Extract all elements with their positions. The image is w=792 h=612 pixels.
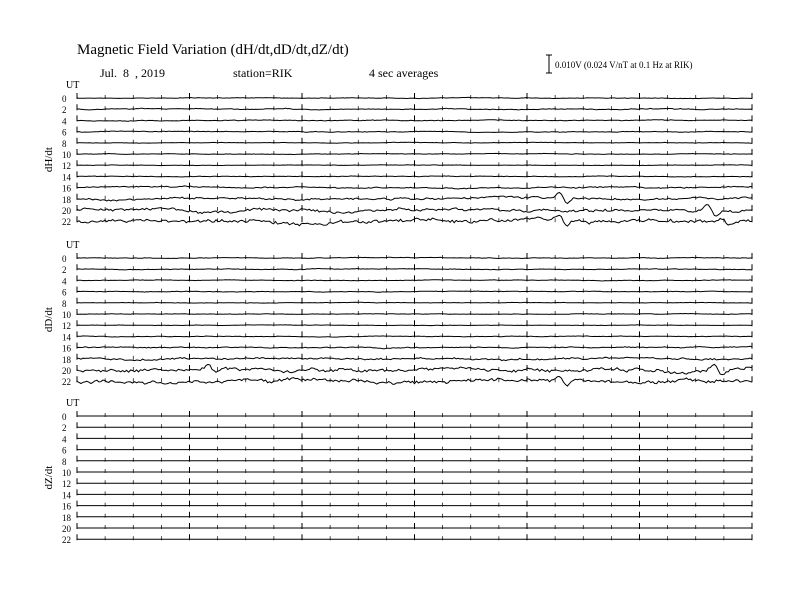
trace-line bbox=[77, 153, 752, 154]
panel-label: dH/dt bbox=[43, 147, 55, 173]
hour-ticks bbox=[77, 194, 752, 200]
panels-group bbox=[43, 80, 752, 545]
hour-label: 8 bbox=[62, 138, 67, 149]
hour-label: 12 bbox=[62, 161, 71, 172]
ut-label: UT bbox=[66, 80, 80, 91]
chart-title: Magnetic Field Variation (dH/dt,dD/dt,dZ/dt) bbox=[77, 42, 349, 58]
hour-label: 18 bbox=[62, 512, 71, 523]
date-label: Jul. 8 , 2019 bbox=[100, 66, 166, 80]
hour-label: 10 bbox=[62, 468, 71, 478]
hour-label: 16 bbox=[62, 343, 71, 354]
trace-line bbox=[77, 302, 752, 303]
hour-label: 2 bbox=[62, 423, 67, 434]
scale-bar bbox=[546, 55, 552, 73]
hour-label: 20 bbox=[62, 366, 71, 376]
hour-label: 6 bbox=[62, 287, 67, 298]
trace-line bbox=[77, 257, 752, 258]
hour-ticks bbox=[77, 376, 752, 382]
hour-label: 8 bbox=[62, 456, 67, 467]
hour-label: 14 bbox=[62, 172, 71, 183]
trace-line bbox=[77, 291, 752, 292]
hour-label: 16 bbox=[62, 501, 71, 512]
hour-label: 12 bbox=[62, 479, 71, 490]
hour-label: 2 bbox=[62, 265, 67, 276]
ut-label: UT bbox=[66, 398, 80, 409]
hour-label: 18 bbox=[62, 194, 71, 205]
panel-3 bbox=[43, 398, 752, 545]
trace-line bbox=[77, 314, 752, 315]
station-label: station=RIK bbox=[233, 66, 293, 80]
hour-label: 10 bbox=[62, 150, 71, 160]
hour-label: 18 bbox=[62, 354, 71, 365]
hour-label: 12 bbox=[62, 321, 71, 332]
averaging-label: 4 sec averages bbox=[369, 66, 439, 80]
ut-label: UT bbox=[66, 240, 80, 251]
hour-label: 4 bbox=[62, 434, 67, 445]
panel-label: dZ/dt bbox=[43, 465, 55, 490]
hour-label: 6 bbox=[62, 127, 67, 138]
panel-1 bbox=[43, 80, 752, 227]
hour-label: 14 bbox=[62, 490, 71, 501]
trace-line bbox=[77, 280, 752, 281]
hour-label: 16 bbox=[62, 183, 71, 194]
hour-label: 6 bbox=[62, 445, 67, 456]
scale-label: 0.010V (0.024 V/nT at 0.1 Hz at RIK) bbox=[555, 60, 693, 70]
hour-label: 0 bbox=[62, 412, 67, 422]
hour-label: 4 bbox=[62, 276, 67, 287]
hour-label: 20 bbox=[62, 206, 71, 216]
hour-label: 0 bbox=[62, 254, 67, 264]
hour-label: 22 bbox=[62, 217, 71, 228]
hour-label: 10 bbox=[62, 310, 71, 320]
hour-label: 0 bbox=[62, 94, 67, 104]
panel-label: dD/dt bbox=[43, 307, 55, 333]
hour-label: 8 bbox=[62, 298, 67, 309]
panel-2 bbox=[43, 240, 752, 387]
hour-label: 20 bbox=[62, 524, 71, 534]
hour-label: 4 bbox=[62, 116, 67, 127]
hour-label: 14 bbox=[62, 332, 71, 343]
hour-label: 22 bbox=[62, 535, 71, 546]
hour-label: 22 bbox=[62, 377, 71, 388]
hour-label: 2 bbox=[62, 105, 67, 116]
